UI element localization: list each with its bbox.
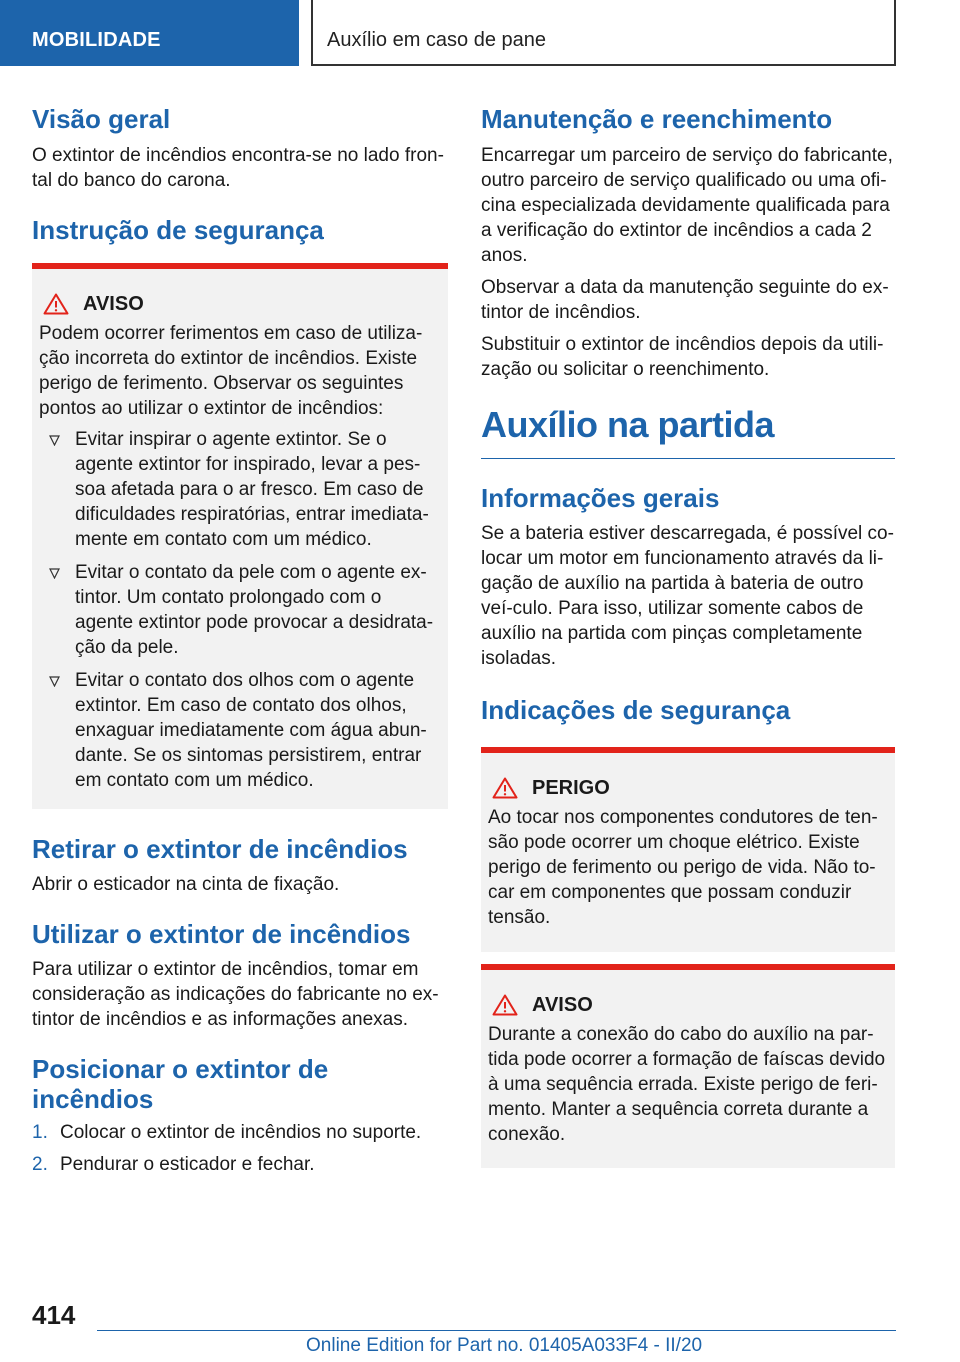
manutencao-text-1: Encarregar um parceiro de serviço do fabricante, outro parceiro de serviço qualificado ou uma ofi-cina especializada devidamente qualificada para a verificação do extintor de incêndios a cada 2 anos. xyxy=(481,145,893,266)
danger-text: Ao tocar nos componentes condutores de ten-são pode ocorrer um choque elétrico. Existe perigo de ferimento ou perigo de vida. Não to-car em componentes que possam conduzir tensão. xyxy=(488,807,878,928)
warning-triangle-icon xyxy=(492,994,518,1016)
heading-utilizar-extintor: Utilizar o extintor de incêndios xyxy=(32,919,411,949)
heading-posicionar-extintor: Posicionar o extintor de incêndios xyxy=(32,1054,329,1114)
triangle-bullet-icon xyxy=(49,676,60,687)
heading-manutencao: Manutenção e reenchimento xyxy=(481,104,833,134)
danger-title xyxy=(488,775,887,801)
step-text: Pendurar o esticador e fechar. xyxy=(60,1154,315,1175)
heading-informacoes-gerais: Informações gerais xyxy=(481,483,720,513)
step-number: 1. xyxy=(32,1122,48,1143)
visao-geral-text: O extintor de incêndios encontra-se no lado fron-tal do banco do carona. xyxy=(32,145,444,191)
heading-retirar-extintor: Retirar o extintor de incêndios xyxy=(32,834,408,864)
list-item xyxy=(39,560,440,660)
heading-instrucao-seguranca: Instrução de segurança xyxy=(32,215,324,245)
right-column xyxy=(481,100,895,1168)
page-number: 414 xyxy=(32,1300,76,1330)
section-tab: MOBILIDADE xyxy=(0,0,299,66)
step-text: Colocar o extintor de incêndios no suporte. xyxy=(60,1122,422,1143)
warning-label: AVISO xyxy=(83,293,144,315)
manutencao-text-2: Observar a data da manutenção seguinte do ex-tintor de incêndios. xyxy=(481,277,889,323)
utilizar-text: Para utilizar o extintor de incêndios, tomar em consideração as indicações do fabricante no ex-tintor de incêndios e as informações anexas. xyxy=(32,959,439,1030)
chapter-title: Auxílio em caso de pane xyxy=(311,0,896,66)
triangle-bullet-icon xyxy=(49,435,60,446)
step-number: 2. xyxy=(32,1154,48,1175)
heading-visao-geral: Visão geral xyxy=(32,104,171,134)
list-item xyxy=(39,427,440,552)
left-column xyxy=(32,100,448,1184)
warning-box xyxy=(481,964,895,1168)
bullet-text: Evitar o contato da pele com o agente ex-tintor. Um contato prolongado com o agente extintor pode provocar a desidrata-ção da pele. xyxy=(75,562,434,658)
warning-title xyxy=(39,291,440,317)
bullet-text: Evitar o contato dos olhos com o agente extintor. Em caso de contato dos olhos, enxaguar imediatamente com água abun-dante. Se os sintomas persistirem, entrar em contato com um médico. xyxy=(75,670,427,791)
list-item xyxy=(39,668,440,793)
triangle-bullet-icon xyxy=(49,568,60,579)
warning-bullets xyxy=(39,427,440,793)
retirar-text: Abrir o esticador na cinta de fixação. xyxy=(32,874,340,895)
steps-list xyxy=(32,1120,448,1177)
warning-title xyxy=(488,992,887,1018)
edition-note: Online Edition for Part no. 01405A033F4 - II/20 xyxy=(306,1335,703,1356)
warning-text: Podem ocorrer ferimentos em caso de utiliza-ção incorreta do extintor de incêndios. Existe perigo de ferimento. Observar os seguintes pontos ao utilizar o extintor de incêndios: xyxy=(39,323,423,419)
manutencao-text-3: Substituir o extintor de incêndios depois da utili-zação ou solicitar o reenchimento. xyxy=(481,334,884,380)
informacoes-text: Se a bateria estiver descarregada, é possível co-locar um motor em funcionamento através da li-gação de auxílio na partida à bateria de outro veí-culo. Para isso, utilizar somente cabos de auxílio na partida com pinças completamente isoladas. xyxy=(481,523,894,669)
warning-text: Durante a conexão do cabo do auxílio na par-tida pode ocorrer a formação de faíscas devido à uma sequência errada. Existe perigo de feri-mento. Manter a sequência correta durante a conexão. xyxy=(488,1024,886,1145)
footer-divider xyxy=(97,1330,896,1331)
warning-triangle-icon xyxy=(43,293,69,315)
list-item xyxy=(32,1152,448,1177)
heading-auxilio-partida: Auxílio na partida xyxy=(481,404,775,445)
warning-box xyxy=(32,263,448,809)
heading-indicacoes-seguranca: Indicações de segurança xyxy=(481,695,791,725)
bullet-text: Evitar inspirar o agente extintor. Se o agente extintor for inspirado, levar a pes-soa afetada para o ar fresco. Em caso de dificuldades respiratórias, entrar imediata-mente em contato com um médico. xyxy=(75,429,429,550)
danger-label: PERIGO xyxy=(532,777,610,799)
list-item xyxy=(32,1120,448,1145)
chapter-heading-rule xyxy=(481,404,895,459)
danger-box xyxy=(481,747,895,952)
warning-triangle-icon xyxy=(492,777,518,799)
warning-label: AVISO xyxy=(532,994,593,1016)
